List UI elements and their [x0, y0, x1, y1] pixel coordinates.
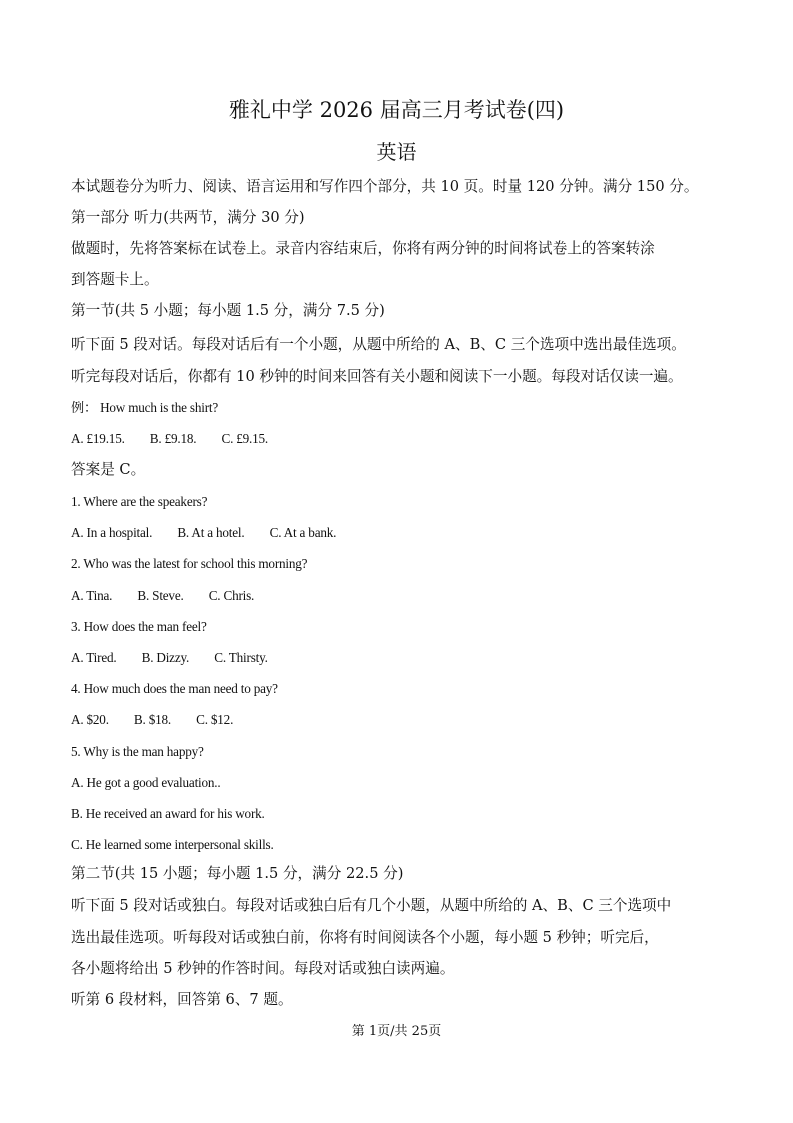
- option-b: B. Dizzy.: [141, 650, 190, 665]
- section2-heading: 第二节(共 15 小题；每小题 1.5 分，满分 22.5 分): [71, 865, 404, 882]
- example-options: [71, 429, 290, 449]
- question-stem: 3. How does the man feel?: [71, 619, 207, 634]
- part1-instruction-line2: 到答题卡上。: [71, 271, 159, 288]
- question-stem: 1. Where are the speakers?: [71, 494, 208, 509]
- example-answer: 答案是 C。: [71, 461, 146, 478]
- exam-title: 雅礼中学 2026 届高三月考试卷(四): [228, 98, 565, 122]
- question-options: [71, 586, 276, 606]
- question-options: [71, 523, 358, 543]
- option-c: C. He learned some interpersonal skills.: [71, 837, 274, 852]
- part1-heading: 第一部分 听力(共两节，满分 30 分): [71, 209, 305, 226]
- section2-instruction-line1: 听下面 5 段对话或独白。每段对话或独白后有几个小题，从题中所给的 A、B、C 三个选项中: [71, 897, 672, 914]
- option-c: C. At a bank.: [269, 525, 337, 540]
- option-c: C. Thirsty.: [214, 650, 268, 665]
- question-options: [71, 710, 255, 730]
- material-6-instruction: 听第 6 段材料，回答第 6、7 题。: [71, 991, 293, 1008]
- option-b: B. $18.: [133, 712, 171, 727]
- section1-instruction-line2: 听完每段对话后，你都有 10 秒钟的时间来回答有关小题和阅读下一小题。每段对话仅读一遍。: [71, 368, 683, 385]
- option-a: A. $20.: [71, 712, 109, 727]
- question-stem: 2. Who was the latest for school this morning?: [71, 556, 308, 571]
- example-option-a: A. £19.15.: [71, 431, 125, 446]
- option-c: C. Chris.: [208, 588, 255, 603]
- option-a: A. He got a good evaluation..: [71, 775, 221, 790]
- subject-title: 英语: [376, 140, 417, 164]
- intro-text: 本试题卷分为听力、阅读、语言运用和写作四个部分，共 10 页。时量 120 分钟。满分 150 分。: [71, 178, 699, 195]
- question-stem: 4. How much does the man need to pay?: [71, 681, 278, 696]
- option-a: A. Tired.: [71, 650, 117, 665]
- option-b: B. At a hotel.: [177, 525, 245, 540]
- example-option-b: B. £9.18.: [149, 431, 197, 446]
- option-c: C. $12.: [196, 712, 234, 727]
- section2-instruction-line3: 各小题将给出 5 秒钟的作答时间。每段对话或独白读两遍。: [71, 960, 455, 977]
- example-option-c: C. £9.15.: [221, 431, 269, 446]
- option-a: A. Tina.: [71, 588, 113, 603]
- section1-instruction-line1: 听下面 5 段对话。每段对话后有一个小题，从题中所给的 A、B、C 三个选项中选出最佳选项。: [71, 336, 686, 353]
- page-number: 第 1页/共 25页: [351, 1024, 442, 1039]
- section1-heading: 第一节(共 5 小题；每小题 1.5 分，满分 7.5 分): [71, 302, 385, 319]
- question-options: [71, 648, 290, 668]
- option-b: B. Steve.: [137, 588, 184, 603]
- option-b: B. He received an award for his work.: [71, 806, 265, 821]
- example-question: 例： How much is the shirt?: [71, 400, 219, 415]
- option-a: A. In a hospital.: [71, 525, 153, 540]
- section2-instruction-line2: 选出最佳选项。听每段对话或独白前，你将有时间阅读各个小题，每小题 5 秒钟；听完后，: [71, 929, 659, 946]
- part1-instruction-line1: 做题时，先将答案标在试卷上。录音内容结束后，你将有两分钟的时间将试卷上的答案转涂: [71, 240, 655, 257]
- question-stem: 5. Why is the man happy?: [71, 744, 204, 759]
